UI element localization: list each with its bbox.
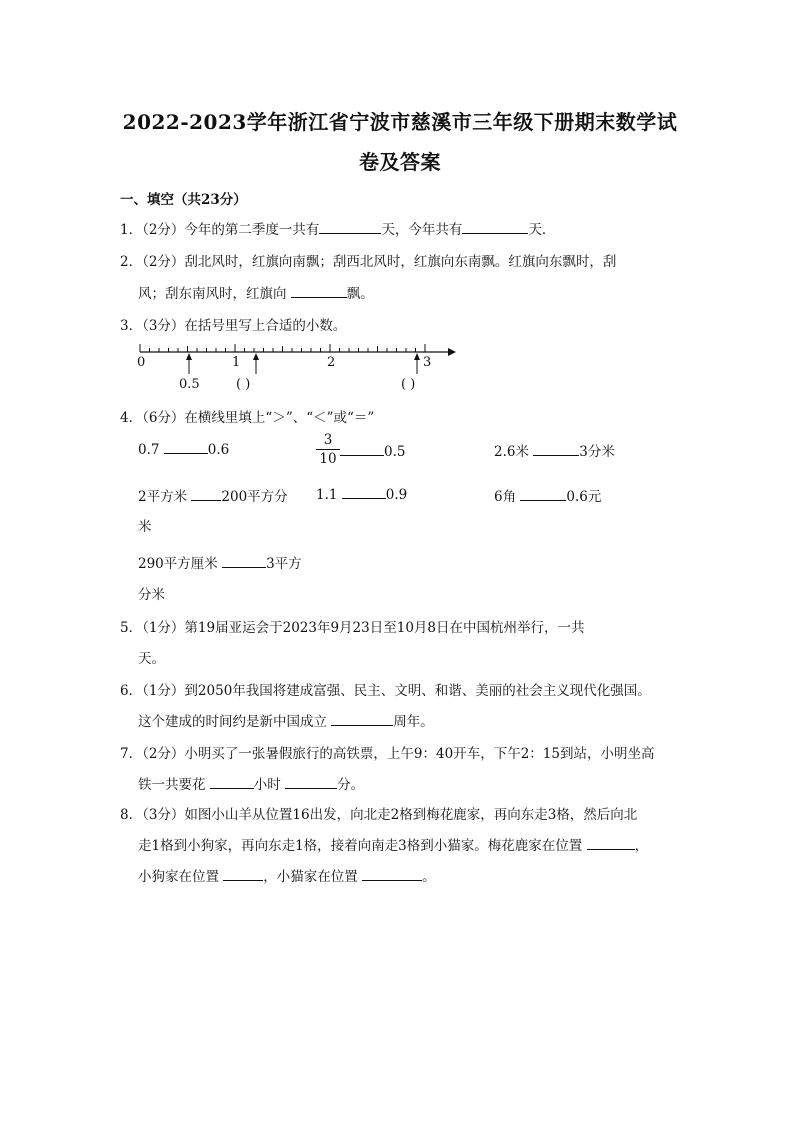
q7-text-b: 小时	[253, 777, 286, 793]
number-line-ticks	[140, 344, 425, 352]
question-6-line1: 6．（1分）到2050年我国将建成富强、民主、文明、和谐、美丽的社会主义现代化强国。	[120, 683, 651, 699]
tick-label-0: 0	[137, 355, 146, 370]
question-5-line1: 5．（1分）第19届亚运会于2023年9月23日至10月8日在中国杭州举行，一共	[120, 620, 585, 636]
q8-text-d: ，小猫家在位置	[263, 869, 363, 885]
question-8-line3	[138, 865, 436, 885]
q4-item-5	[316, 485, 407, 503]
q4-item-1-blank[interactable]	[164, 440, 208, 454]
q8-blank-dog[interactable]	[223, 867, 263, 881]
q4-item-2-blank[interactable]	[340, 442, 384, 456]
tick-label-3: 3	[423, 355, 432, 370]
q4-item-5-blank[interactable]	[342, 485, 386, 499]
q4-item-6-blank[interactable]	[520, 487, 566, 501]
q4-item-6	[494, 485, 601, 505]
q4-item-1	[138, 440, 229, 458]
arrow-0-5-head	[186, 353, 192, 360]
q4-item-1-left: 0.7	[138, 442, 164, 458]
q4-item-7-blank[interactable]	[222, 554, 266, 568]
q2-text-a: 风；刮东南风时，红旗向	[138, 286, 291, 302]
arrow-a-head	[253, 353, 259, 360]
question-5-line2: 天。	[138, 651, 165, 667]
arrow-b-head	[414, 353, 420, 360]
q1-blank-2[interactable]	[462, 220, 528, 234]
question-6-line2	[138, 710, 434, 730]
arrow-label-0-5: 0.5	[179, 377, 200, 392]
question-7-line2	[138, 773, 364, 793]
question-1	[120, 218, 555, 238]
question-2-line2	[138, 282, 374, 302]
q2-text-b: 飘。	[346, 286, 374, 302]
q8-text-a: 走1格到小狗家，再向东走1格，接着向南走3格到小猫家。梅花鹿家在位置	[138, 838, 587, 854]
fraction-numerator: 3	[323, 432, 333, 448]
q4-item-2	[340, 442, 405, 460]
question-2-line1: 2．（2分）刮北风时，红旗向南飘；刮西北风时，红旗向东南飘。红旗向东飘时，刮	[120, 254, 617, 270]
q1-blank-1[interactable]	[319, 220, 381, 234]
question-3: 3．（3分）在括号里写上合适的小数。	[120, 318, 347, 334]
q6-text-a: 这个建成的时间约是新中国成立	[138, 714, 332, 730]
answer-paren-a: ( )	[236, 377, 251, 392]
q4-item-7	[138, 552, 302, 572]
question-8-line1: 8．（3分）如图小山羊从位置16出发，向北走2格到梅花鹿家，再向东走3格，然后向北	[120, 807, 638, 823]
q4-item-4-right: 200平方分	[221, 489, 288, 505]
q4-item-3-blank[interactable]	[533, 442, 579, 456]
q1-text-c: 天．	[528, 222, 556, 238]
q4-item-6-left: 6角	[494, 489, 521, 505]
q4-item-3-left: 2.6米	[494, 444, 534, 460]
q8-blank-cat[interactable]	[362, 867, 422, 881]
q1-text-b: 天，今年共有	[381, 222, 463, 238]
q4-item-4	[138, 485, 288, 505]
q6-blank[interactable]	[331, 712, 393, 726]
answer-paren-b: ( )	[401, 377, 416, 392]
q4-item-3-right: 3分米	[579, 444, 615, 460]
question-8-line2	[138, 834, 648, 854]
q4-item-4-left: 2平方米	[138, 489, 192, 505]
q4-item-6-right: 0.6元	[566, 489, 602, 505]
q4-item-3	[494, 440, 615, 460]
q8-text-c: 小狗家在位置	[138, 869, 224, 885]
number-line-arrowhead	[448, 348, 456, 356]
section-heading: 一、填空（共23分）	[120, 192, 247, 208]
q2-blank[interactable]	[291, 284, 347, 298]
q7-blank-hours[interactable]	[210, 775, 254, 789]
q4-item-7-right: 3平方	[266, 556, 302, 572]
number-line	[130, 338, 470, 394]
q8-text-b: ，	[634, 838, 649, 854]
tick-label-1: 1	[232, 355, 241, 370]
q7-text-c: 分。	[337, 777, 365, 793]
question-7-line1: 7．（2分）小明买了一张暑假旅行的高铁票，上午9：40开车，下午2：15到站，小明坐高	[120, 746, 655, 762]
q1-text-a: 1．（2分）今年的第二季度一共有	[120, 222, 320, 238]
q4-item-4-blank[interactable]	[191, 487, 221, 501]
tick-label-2: 2	[327, 355, 336, 370]
q6-text-b: 周年。	[393, 714, 434, 730]
q4-item-1-right: 0.6	[207, 442, 230, 458]
q4-item-5-right: 0.9	[385, 487, 408, 503]
page-title-line1: 2022-2023学年浙江省宁波市慈溪市三年级下册期末数学试	[122, 110, 678, 134]
q7-blank-minutes[interactable]	[285, 775, 337, 789]
q4-item-2-right: 0.5	[384, 444, 406, 460]
q4-item-4-wrap: 米	[138, 519, 152, 535]
q4-item-7-wrap: 分米	[138, 587, 165, 603]
q7-text-a: 铁一共要花	[138, 777, 210, 793]
fraction-3-10	[316, 432, 340, 467]
page-title-line2: 卷及答案	[359, 150, 441, 174]
q8-text-e: 。	[422, 869, 436, 885]
q4-item-5-left: 1.1	[316, 487, 342, 503]
q8-blank-deer[interactable]	[587, 836, 635, 850]
q4-item-7-left: 290平方厘米	[138, 556, 223, 572]
question-4: 4．（6分）在横线里填上“＞”、“＜”或“＝”	[120, 410, 375, 426]
fraction-denominator: 10	[319, 451, 337, 467]
